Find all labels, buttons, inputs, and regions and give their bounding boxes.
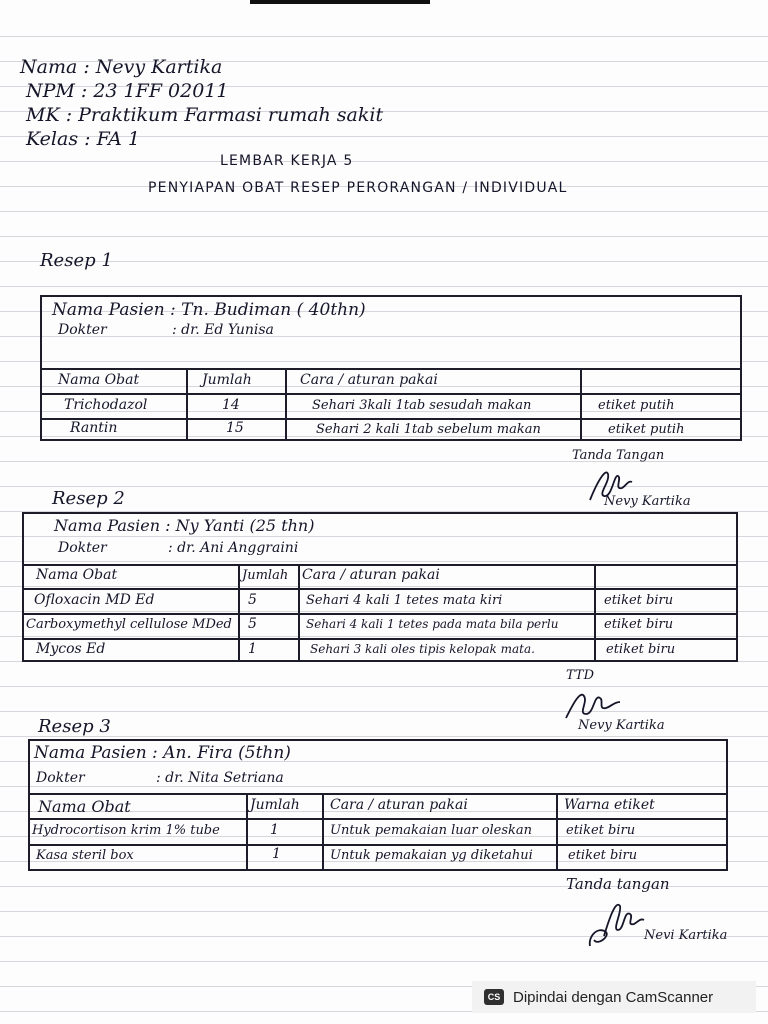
resep-3-r1-jumlah: 1 xyxy=(270,822,279,838)
resep-3-r2-obat: Kasa steril box xyxy=(36,848,134,863)
student-npm: NPM : 23 1FF 02011 xyxy=(26,80,229,102)
resep-3-heading: Resep 3 xyxy=(38,716,111,737)
resep-2-sign-label: TTD xyxy=(566,668,595,683)
resep-2-r3-obat: Mycos Ed xyxy=(36,641,106,657)
resep-2-r2-aturan: Sehari 4 kali 1 tetes pada mata bila perlu xyxy=(306,617,559,631)
resep-2-dokter-label: Dokter xyxy=(58,540,107,556)
class-name: Kelas : FA 1 xyxy=(26,128,140,150)
resep-1-r1-jumlah: 14 xyxy=(222,397,240,413)
resep-2-r1-etiket: etiket biru xyxy=(604,593,674,608)
resep-2-r1-obat: Ofloxacin MD Ed xyxy=(34,592,155,608)
resep-1-dokter: : dr. Ed Yunisa xyxy=(172,322,274,338)
resep-2-r1-jumlah: 5 xyxy=(248,592,257,608)
resep-3-pasien: Nama Pasien : An. Fira (5thn) xyxy=(34,743,291,763)
resep-3-col-jumlah: Jumlah xyxy=(250,797,300,813)
resep-1-r2-obat: Rantin xyxy=(70,420,118,436)
resep-2-heading: Resep 2 xyxy=(52,488,125,509)
resep-1-col-obat: Nama Obat xyxy=(58,372,140,388)
resep-1-r1-etiket: etiket putih xyxy=(598,398,675,413)
resep-3-signature xyxy=(584,896,646,952)
worksheet-subtitle: PENYIAPAN OBAT RESEP PERORANGAN / INDIVIDUAL xyxy=(148,180,568,196)
resep-3-col-etiket: Warna etiket xyxy=(564,797,655,813)
camscanner-logo-icon: CS xyxy=(484,989,504,1005)
resep-3-col-obat: Nama Obat xyxy=(38,797,131,816)
resep-2-dokter: : dr. Ani Anggraini xyxy=(168,540,299,556)
camscanner-watermark xyxy=(472,981,756,1013)
resep-1-r2-etiket: etiket putih xyxy=(608,422,685,437)
student-name: Nama : Nevy Kartika xyxy=(20,56,223,78)
resep-1-r1-obat: Trichodazol xyxy=(64,397,148,413)
resep-1-dokter-label: Dokter xyxy=(58,322,107,338)
resep-1-r1-aturan: Sehari 3kali 1tab sesudah makan xyxy=(312,398,532,413)
resep-2-r3-etiket: etiket biru xyxy=(606,642,676,657)
resep-2-pasien: Nama Pasien : Ny Yanti (25 thn) xyxy=(54,516,315,535)
resep-2-r2-etiket: etiket biru xyxy=(604,617,674,632)
resep-2-r2-jumlah: 5 xyxy=(248,616,257,632)
resep-1-r2-jumlah: 15 xyxy=(226,420,244,436)
resep-3-dokter: : dr. Nita Setriana xyxy=(156,770,284,786)
resep-1-heading: Resep 1 xyxy=(40,250,113,271)
resep-2-col-aturan: Cara / aturan pakai xyxy=(302,567,440,583)
resep-2-r3-jumlah: 1 xyxy=(248,641,257,657)
resep-2-col-jumlah: Jumlah xyxy=(242,568,289,583)
resep-3-r1-obat: Hydrocortison krim 1% tube xyxy=(32,823,220,838)
resep-1-r2-aturan: Sehari 2 kali 1tab sebelum makan xyxy=(316,422,541,437)
resep-3-r1-aturan: Untuk pemakaian luar oleskan xyxy=(330,823,533,838)
resep-3-r2-jumlah: 1 xyxy=(272,846,281,862)
resep-1-pasien: Nama Pasien : Tn. Budiman ( 40thn) xyxy=(52,300,366,320)
resep-2-r3-aturan: Sehari 3 kali oles tipis kelopak mata. xyxy=(310,642,535,656)
resep-3-dokter-label: Dokter xyxy=(36,770,85,786)
course-name: MK : Praktikum Farmasi rumah sakit xyxy=(26,104,384,126)
resep-1-sign-name: Nevy Kartika xyxy=(604,494,691,509)
resep-3-r2-aturan: Untuk pemakaian yg diketahui xyxy=(330,848,533,863)
binding-mark xyxy=(250,0,430,4)
resep-3-col-aturan: Cara / aturan pakai xyxy=(330,797,468,813)
resep-2-r1-aturan: Sehari 4 kali 1 tetes mata kiri xyxy=(306,593,503,608)
worksheet-title: LEMBAR KERJA 5 xyxy=(220,153,354,169)
resep-2-col-obat: Nama Obat xyxy=(36,567,118,583)
resep-3-sign-name: Nevi Kartika xyxy=(644,928,728,943)
resep-3-r2-etiket: etiket biru xyxy=(568,848,638,863)
resep-3-sign-label: Tanda tangan xyxy=(566,875,670,893)
resep-1-col-aturan: Cara / aturan pakai xyxy=(300,372,438,388)
resep-2-sign-name: Nevy Kartika xyxy=(578,718,665,733)
resep-2-r2-obat: Carboxymethyl cellulose MDed xyxy=(26,617,232,632)
camscanner-text: Dipindai dengan CamScanner xyxy=(513,988,714,1006)
resep-1-sign-label: Tanda Tangan xyxy=(572,448,665,463)
resep-1-col-jumlah: Jumlah xyxy=(202,372,252,388)
resep-3-r1-etiket: etiket biru xyxy=(566,823,636,838)
